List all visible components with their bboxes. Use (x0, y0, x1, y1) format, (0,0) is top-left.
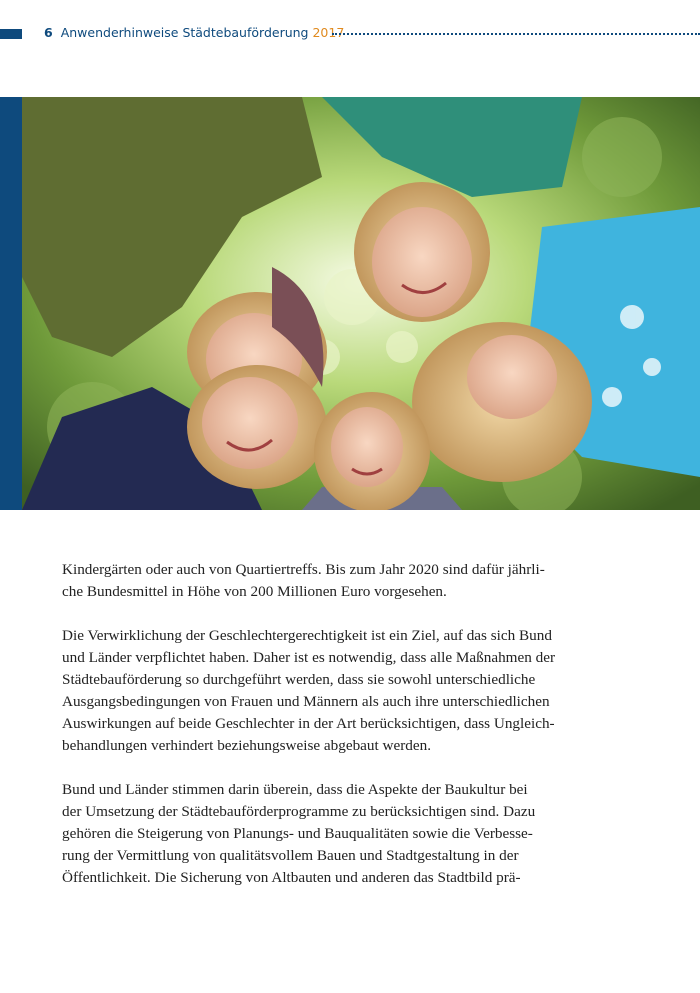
text-line: rung der Vermittlung von qualitätsvollem Bauen und Stadtgestaltung in der (62, 847, 519, 864)
text-line: Bund und Länder stimmen darin überein, dass die Aspekte der Baukultur bei (62, 781, 528, 798)
text-line: Kindergärten oder auch von Quartiertreffs. Bis zum Jahr 2020 sind dafür jährli- (62, 561, 545, 578)
children-group-photo (22, 97, 700, 510)
text-line: der Umsetzung der Städtebauförderprogramme zu berücksichtigen sind. Dazu (62, 803, 536, 820)
running-header (44, 25, 344, 40)
text-line: behandlungen verhindert beziehungsweise abgebaut werden. (62, 737, 432, 754)
text-line: und Länder verpflichtet haben. Daher ist es notwendig, dass alle Maßnahmen der (62, 649, 556, 666)
text-line: Städtebauförderung so durchgeführt werden, dass sie sowohl unterschiedliche (62, 671, 536, 688)
photo-side-stripe (0, 97, 22, 510)
text-line: Auswirkungen auf beide Geschlechter in der Art berücksichtigen, dass Ungleich- (62, 715, 555, 732)
body-text (62, 559, 622, 911)
text-line: Öffentlichkeit. Die Sicherung von Altbauten und anderen das Stadtbild prä- (62, 869, 521, 886)
paragraph (62, 779, 622, 889)
header-dotted-rule (332, 33, 700, 35)
paragraph (62, 625, 622, 757)
document-year: 2017 (312, 25, 345, 40)
text-line: Ausgangsbedingungen von Frauen und Männern als auch ihre unterschiedlichen (62, 693, 550, 710)
page-number: 6 (44, 25, 53, 40)
text-line: che Bundesmittel in Höhe von 200 Millionen Euro vorgesehen. (62, 583, 447, 600)
text-line: Die Verwirklichung der Geschlechtergerechtigkeit ist ein Ziel, auf das sich Bund (62, 627, 552, 644)
paragraph (62, 559, 622, 603)
header-accent-bar (0, 29, 22, 39)
text-line: gehören die Steigerung von Planungs- und Bauqualitäten sowie die Verbesse- (62, 825, 533, 842)
document-title: Anwenderhinweise Städtebauförderung (60, 25, 309, 40)
